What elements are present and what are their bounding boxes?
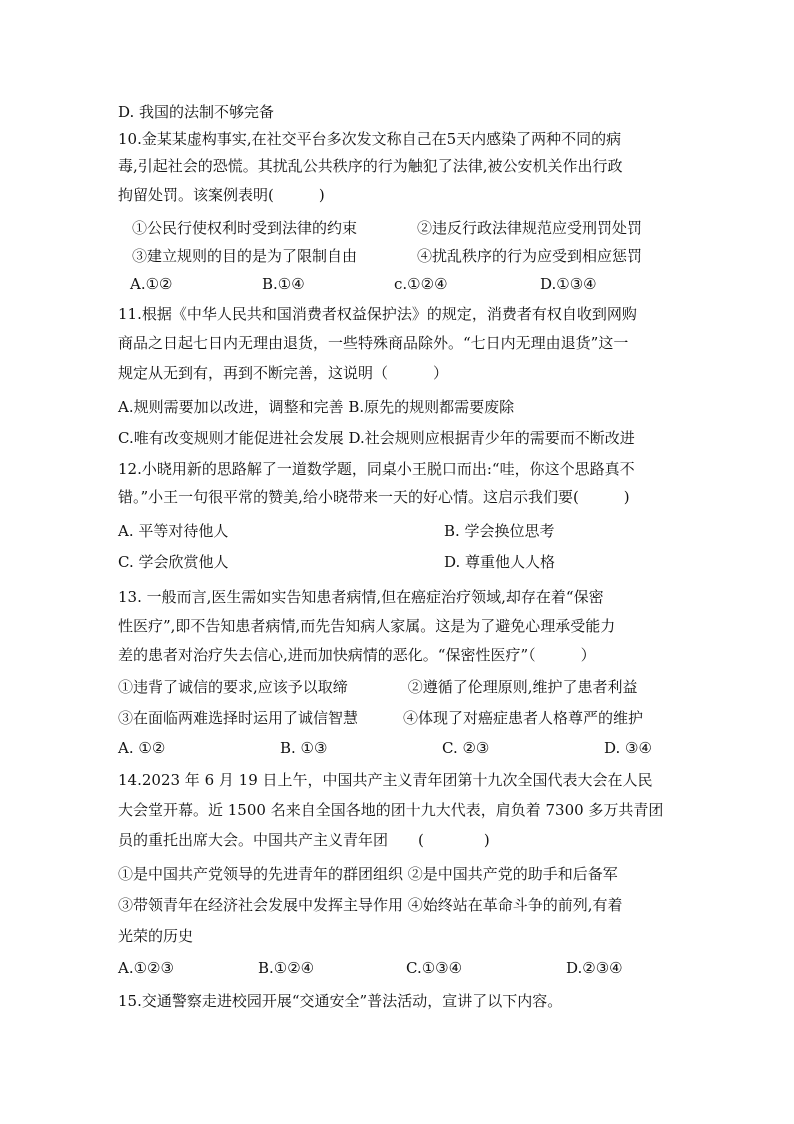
q11-stem-line-3: 规定从无到有，再到不断完善，这说明（ ） [118, 364, 449, 382]
q10-statement-line-2: ③建立规则的目的是为了限制自由 ④扰乱秩序的行为应受到相应惩罚 [132, 247, 643, 265]
q15-stem-line-1: 15.交通警察走进校园开展“交通安全”普法活动，宣讲了以下内容。 [118, 992, 563, 1010]
q11-options-cd: C.唯有改变规则才能促进社会发展 D.社会规则应根据青少年的需要而不断改进 [118, 429, 635, 447]
q13-option-c: C. ②③ [442, 739, 490, 757]
q10-statement-line-1: ①公民行使权利时受到法律的约束 ②违反行政法律规范应受刑罚处罚 [132, 219, 643, 237]
q13-stem-line-2: 性医疗”,即不告知患者病情,而先告知病人家属。这是为了避免心理承受能力 [118, 617, 616, 635]
q12-option-b: B. 学会换位思考 [444, 522, 555, 540]
q11-stem-line-1: 11.根据《中华人民共和国消费者权益保护法》的规定，消费者有权自收到网购 [118, 305, 637, 323]
q10-option-c: c.①②④ [394, 275, 448, 293]
q11-stem-line-2: 商品之日起七日内无理由退货，一些特殊商品除外。“七日内无理由退货”这一 [118, 334, 629, 352]
q13-stem-line-1: 13. 一般而言,医生需如实告知患者病情,但在癌症治疗领域,却存在着“保密 [118, 588, 604, 606]
q14-statement-line-1: ①是中国共产党领导的先进青年的群团组织 ②是中国共产党的助手和后备军 [118, 865, 618, 883]
q14-option-a: A.①②③ [118, 959, 174, 977]
q14-statement-line-2: ③带领青年在经济社会发展中发挥主导作用 ④始终站在革命斗争的前列,有着 [118, 896, 623, 914]
q14-stem-line-2: 大会堂开幕。近 1500 名来自全国各地的团十九大代表，肩负着 7300 多万共青团 [118, 801, 664, 819]
q14-stem-line-1: 14.2023 年 6 月 19 日上午，中国共产主义青年团第十九次全国代表大会在人民 [118, 771, 653, 789]
q12-option-c: C. 学会欣赏他人 [118, 553, 229, 571]
line-d-legal-system: D. 我国的法制不够完备 [118, 103, 275, 121]
q12-stem-line-2: 错。”小王一句很平常的赞美,给小晓带来一天的好心情。这启示我们要( ) [118, 488, 630, 506]
q12-stem-line-1: 12.小晓用新的思路解了一道数学题，同桌小王脱口而出:“哇，你这个思路真不 [118, 460, 635, 478]
q10-option-a: A.①② [130, 275, 173, 293]
q14-option-b: B.①②④ [258, 959, 315, 977]
q14-stem-line-3: 员的重托出席大会。中国共产主义青年团 ( ) [118, 831, 490, 849]
q13-statement-line-1: ①违背了诚信的要求,应该予以取缔 ②遵循了伦理原则,维护了患者利益 [118, 678, 638, 696]
q12-option-a: A. 平等对待他人 [118, 522, 229, 540]
q10-option-b: B.①④ [262, 275, 305, 293]
q10-stem-line-3: 拘留处罚。该案例表明( ) [118, 186, 325, 204]
q14-option-d: D.②③④ [566, 959, 623, 977]
q14-option-c: C.①③④ [406, 959, 463, 977]
q13-option-a: A. ①② [118, 739, 166, 757]
q14-statement-line-3: 光荣的历史 [118, 927, 194, 945]
q10-stem-line-2: 毒,引起社会的恐慌。其扰乱公共秩序的行为触犯了法律,被公安机关作出行政 [118, 157, 623, 175]
q12-option-d: D. 尊重他人人格 [444, 553, 556, 571]
q11-options-ab: A.规则需要加以改进，调整和完善 B.原先的规则都需要废除 [118, 398, 515, 416]
q13-option-b: B. ①③ [280, 739, 328, 757]
q13-stem-line-3: 差的患者对治疗失去信心,进而加快病情的恶化。“保密性医疗”（ ） [118, 646, 596, 664]
q10-stem-line-1: 10.金某某虚构事实,在社交平台多次发文称自己在5天内感染了两种不同的病 [118, 130, 622, 148]
q10-option-d: D.①③④ [540, 275, 597, 293]
q13-statement-line-2: ③在面临两难选择时运用了诚信智慧 ④体现了对癌症患者人格尊严的维护 [118, 709, 644, 727]
q13-option-d: D. ③④ [604, 739, 652, 757]
